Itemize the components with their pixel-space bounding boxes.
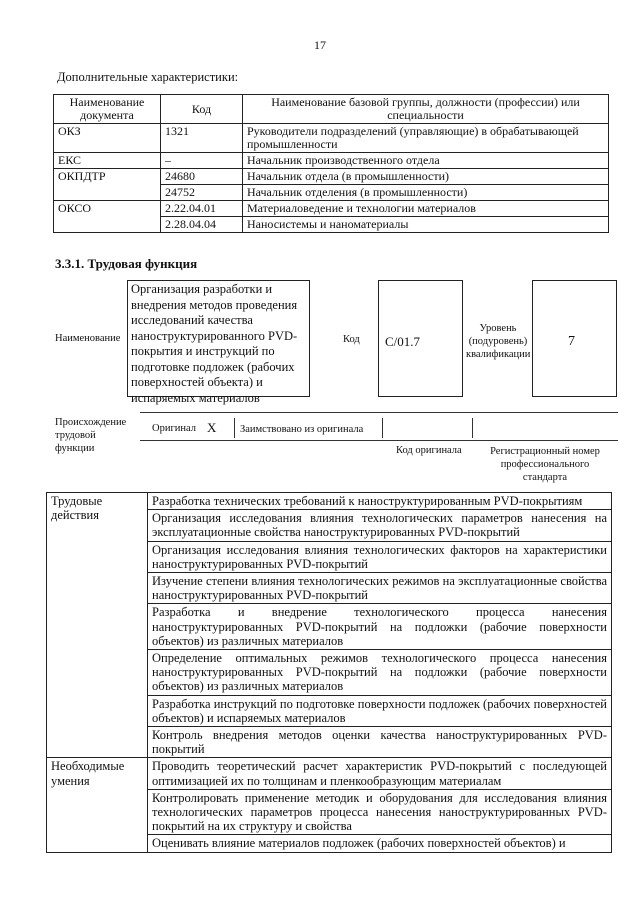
origin-top-line: [140, 412, 618, 413]
level-value: 7: [568, 334, 575, 349]
function-name-box: Организация разработки и внедрения методов проведения исследований качества наноструктурированного PVD-покрытия и инструкций по подготовке подложек (рабочих поверхностей объекта) и испаряемых материалов: [127, 280, 310, 397]
borrowed-label: Заимствовано из оригинала: [240, 424, 364, 435]
list-item: Проводить теоретический расчет характеристик PVD-покрытий с последующей оптимизацией их по толщинам и пленкообразующим материалам: [148, 758, 612, 789]
table-row: [54, 169, 609, 185]
list-item: Разработка инструкций по подготовке поверхности подложек (рабочих поверхностей объектов) и испаряемых материалов: [148, 695, 612, 726]
cell-code: –: [161, 153, 243, 169]
table-row: [54, 201, 609, 217]
classification-table: [53, 94, 609, 233]
cell-name: Начальник отдела (в промышленности): [243, 169, 609, 185]
list-item: Организация исследования влияния технологических параметров нанесения на эксплуатационные свойства наноструктурированных PVD-покрытий: [148, 510, 612, 541]
origin-label: Происхождение трудовой функции: [55, 417, 127, 454]
table-row: [54, 124, 609, 153]
original-label: Оригинал: [152, 423, 196, 434]
cell-code: 24680: [161, 169, 243, 185]
cell-name: Начальник производственного отдела: [243, 153, 609, 169]
cell-name: Руководители подразделений (управляющие) в обрабатывающей промышленности: [243, 124, 609, 153]
cell-code: 2.28.04.04: [161, 217, 243, 233]
cell-name: Наносистемы и наноматериалы: [243, 217, 609, 233]
cell-code: 2.22.04.01: [161, 201, 243, 217]
origin-divider: [472, 418, 473, 438]
code-original-label: Код оригинала: [396, 445, 462, 456]
cell-name: Начальник отделения (в промышленности): [243, 185, 609, 201]
actions-table: [46, 492, 612, 853]
table-row: [54, 153, 609, 169]
header-document: Наименование документа: [54, 95, 161, 124]
origin-divider: [382, 418, 383, 438]
additional-characteristics-title: Дополнительные характеристики:: [57, 70, 239, 84]
reg-number-label: Регистрационный номер профессионального стандарта: [490, 446, 600, 483]
cell-doc: ОКСО: [54, 201, 161, 233]
cell-doc: ЕКС: [54, 153, 161, 169]
list-item: Изучение степени влияния технологических режимов на эксплуатационные свойства наноструктурированных PVD-покрытий: [148, 573, 612, 604]
cell-code: 24752: [161, 185, 243, 201]
category-cell: Трудовые действия: [47, 493, 148, 758]
list-item: Определение оптимальных режимов технологического процесса нанесения наноструктурированных PVD-покрытий на подложки (рабочие поверхности объектов) из различных материалов: [148, 650, 612, 696]
level-label: Уровень (подуровень) квалификации: [466, 323, 531, 360]
list-item: Оценивать влияние материалов подложек (рабочих поверхностей объектов) и: [148, 835, 612, 852]
section-title: 3.3.1. Трудовая функция: [55, 256, 198, 271]
list-item: Организация исследования влияния технологических факторов на характеристики наноструктурированных PVD-покрытий: [148, 541, 612, 572]
header-code: Код: [161, 95, 243, 124]
original-mark: X: [207, 420, 217, 435]
table-row: [47, 758, 612, 789]
table-header-row: [54, 95, 609, 124]
list-item: Разработка и внедрение технологического процесса нанесения наноструктурированных PVD-покрытий на подложки (рабочие поверхности объектов) из различных материалов: [148, 604, 612, 650]
origin-bottom-line: [140, 440, 618, 441]
code-label: Код: [343, 334, 360, 345]
table-row: [47, 493, 612, 510]
cell-doc: ОКЗ: [54, 124, 161, 153]
name-label: Наименование: [55, 333, 121, 344]
list-item: Контроль внедрения методов оценки качества наноструктурированных PVD-покрытий: [148, 727, 612, 758]
code-value: С/01.7: [385, 334, 421, 349]
list-item: Разработка технических требований к наноструктурированным PVD-покрытиям: [148, 493, 612, 510]
cell-doc: ОКПДТР: [54, 169, 161, 201]
cell-name: Материаловедение и технологии материалов: [243, 201, 609, 217]
header-name: Наименование базовой группы, должности (профессии) или специальности: [243, 95, 609, 124]
origin-divider: [234, 418, 235, 438]
cell-code: 1321: [161, 124, 243, 153]
category-cell: Необходимые умения: [47, 758, 148, 852]
list-item: Контролировать применение методик и оборудования для исследования влияния технологических параметров процесса нанесения наноструктурированных PVD-покрытий на их структуру и свойства: [148, 789, 612, 835]
page-number: 17: [314, 38, 326, 52]
